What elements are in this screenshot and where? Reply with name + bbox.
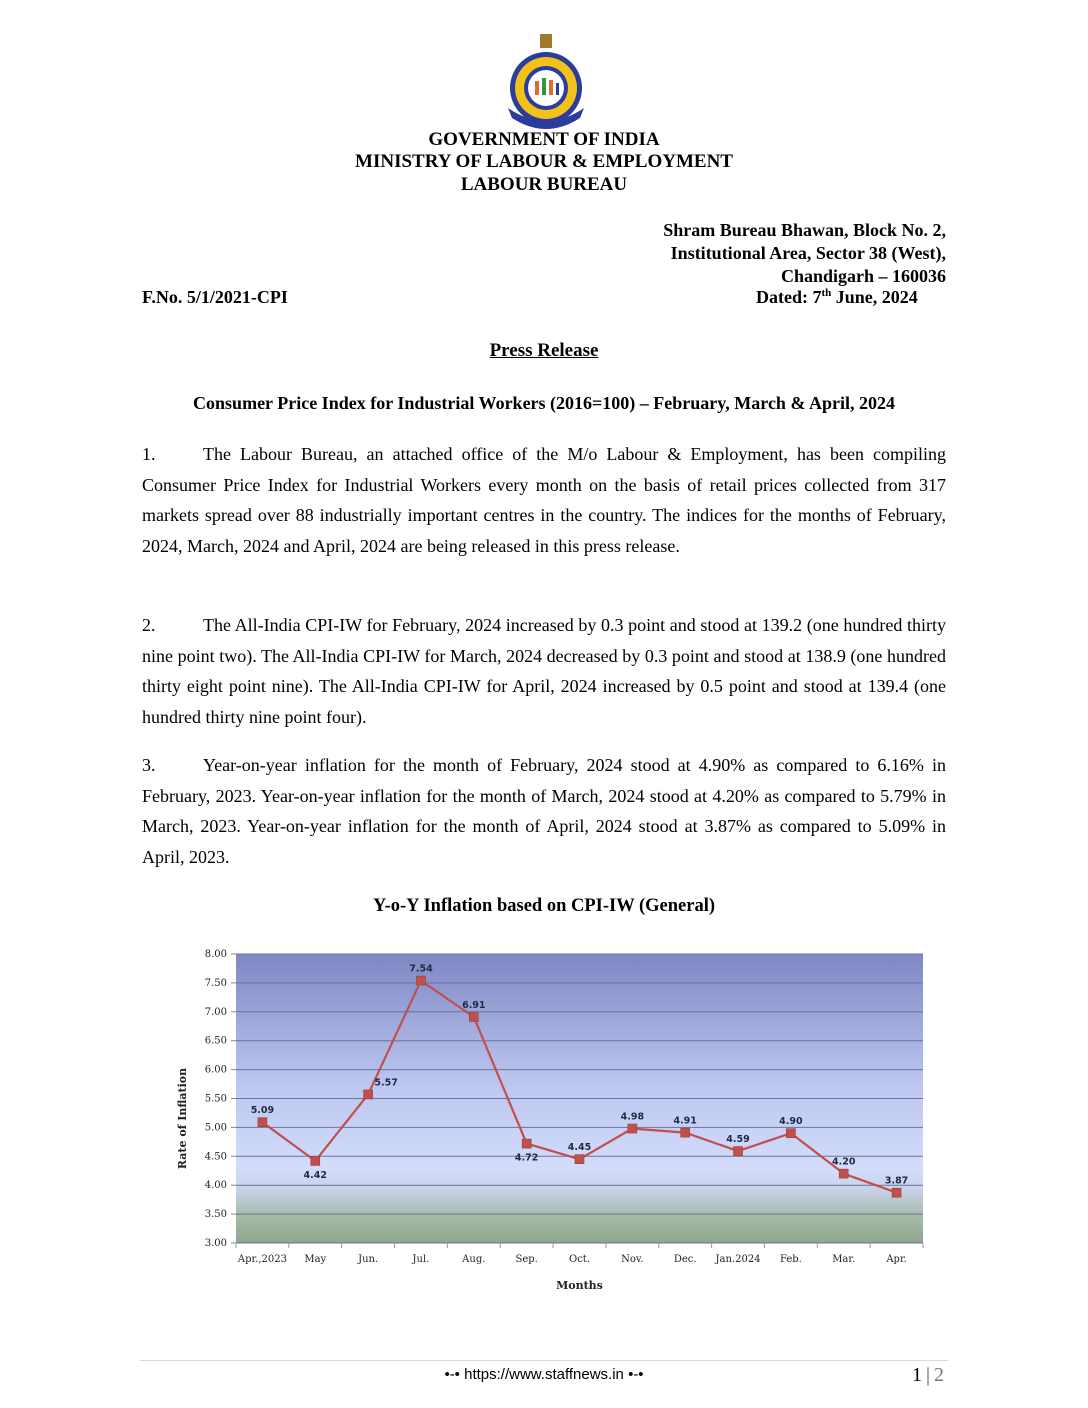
- y-axis-label: Rate of Inflation: [176, 1067, 189, 1170]
- header-government: GOVERNMENT OF INDIA: [428, 129, 660, 150]
- dated-suffix: June, 2024: [831, 287, 918, 307]
- y-tick-label: 7.50: [204, 977, 227, 989]
- x-tick-label: Aug.: [462, 1254, 486, 1265]
- data-label: 5.09: [250, 1105, 275, 1117]
- page-current: 1: [911, 1364, 922, 1386]
- data-label: 4.59: [726, 1134, 750, 1146]
- x-tick-label: Dec.: [673, 1254, 697, 1265]
- data-label: 5.57: [374, 1077, 398, 1089]
- data-label: 4.90: [779, 1116, 803, 1128]
- address-line-2: Institutional Area, Sector 38 (West),: [670, 243, 946, 263]
- header-bureau: LABOUR BUREAU: [460, 174, 628, 195]
- chart-canvas: [160, 940, 940, 1300]
- data-point-marker: [681, 1128, 690, 1137]
- x-tick-label: Apr.: [886, 1254, 907, 1265]
- data-point-marker: [575, 1155, 584, 1164]
- footer-website-link[interactable]: •-• https://www.staffnews.in •-•: [444, 1366, 644, 1383]
- paragraph-text: Year-on-year inflation for the month of February, 2024 stood at 4.90% as compared to 6.16% in February, 2023. Year-on-year inflation for the month of March, 2024 stood at 4.20% as compared to 5.79% in March, 2023. Year-on-year inflation for the month of April, 2024 stood at 3.87% as compared to 5.09% in April, 2023.: [142, 755, 946, 867]
- x-tick-label: Jan.2024: [715, 1254, 761, 1265]
- data-point-marker: [892, 1188, 901, 1197]
- y-tick-label: 3.00: [204, 1238, 227, 1249]
- file-number: F.No. 5/1/2021-CPI: [142, 287, 288, 307]
- y-tick-label: 5.50: [204, 1093, 227, 1105]
- page-number: [912, 1364, 944, 1387]
- y-tick-label: 6.50: [204, 1035, 227, 1047]
- paragraph-text: The Labour Bureau, an attached office of the M/o Labour & Employment, has been compiling Consumer Price Index for Industrial Workers every month on the basis of retail prices collected from 317 markets spread over 88 industrially important centres in the country. The indices for the months of February, 2024, March, 2024 and April, 2024 are being released in this press release.: [142, 444, 946, 556]
- x-tick-label: Nov.: [621, 1254, 644, 1265]
- paragraph-number: 1.: [142, 444, 156, 464]
- data-point-marker: [786, 1129, 795, 1138]
- data-label: 4.45: [567, 1142, 592, 1154]
- x-tick-label: Oct.: [569, 1254, 590, 1265]
- y-tick-label: 5.00: [204, 1122, 227, 1134]
- x-tick-label: May: [304, 1254, 327, 1265]
- y-tick-label: 3.50: [204, 1209, 227, 1221]
- dated-prefix: Dated: 7: [756, 287, 822, 307]
- paragraph-number: 3.: [142, 755, 156, 775]
- y-tick-label: 4.50: [204, 1151, 227, 1163]
- y-tick-label: 4.00: [204, 1180, 227, 1192]
- data-label: 4.91: [673, 1115, 697, 1127]
- data-label: 6.91: [462, 1000, 486, 1012]
- x-tick-label: Jun.: [358, 1254, 379, 1265]
- paragraph-3: [142, 750, 946, 872]
- data-point-marker: [734, 1147, 743, 1156]
- x-axis-label: Months: [556, 1279, 603, 1292]
- x-tick-label: Jul.: [412, 1254, 430, 1265]
- inflation-line-chart: [160, 940, 940, 1300]
- data-point-marker: [628, 1124, 637, 1133]
- data-point-marker: [839, 1169, 848, 1178]
- paragraph-1: [142, 439, 946, 561]
- data-point-marker: [469, 1013, 478, 1022]
- x-tick-label: Feb.: [779, 1254, 802, 1265]
- y-tick-label: 6.00: [204, 1064, 227, 1076]
- data-point-marker: [364, 1090, 373, 1099]
- address-line-1: Shram Bureau Bhawan, Block No. 2,: [663, 220, 946, 240]
- press-release-heading: Press Release: [489, 340, 599, 361]
- chart-title: Y-o-Y Inflation based on CPI-IW (General): [372, 896, 716, 916]
- data-label: 4.42: [303, 1169, 327, 1181]
- footer-divider: [140, 1360, 948, 1361]
- data-label: 4.72: [514, 1152, 539, 1164]
- data-label: 3.87: [884, 1175, 909, 1187]
- emblem-icon: [498, 34, 594, 130]
- dated: [756, 287, 918, 308]
- x-tick-label: Sep.: [515, 1254, 538, 1265]
- address-line-3: Chandigarh – 160036: [780, 266, 946, 286]
- page-total: 2: [934, 1364, 944, 1386]
- paragraph-text: The All-India CPI-IW for February, 2024 increased by 0.3 point and stood at 139.2 (one hundred thirty nine point two). The All-India CPI-IW for March, 2024 decreased by 0.3 point and stood at 138.9 (one hundred thirty eight point nine). The All-India CPI-IW for April, 2024 increased by 0.5 point and stood at 139.4 (one hundred thirty nine point four).: [142, 615, 946, 727]
- y-tick-label: 7.00: [204, 1006, 227, 1018]
- data-point-marker: [258, 1118, 267, 1127]
- paragraph-number: 2.: [142, 615, 156, 635]
- data-label: 4.98: [620, 1111, 645, 1123]
- paragraph-2: [142, 610, 946, 732]
- header-ministry: MINISTRY OF LABOUR & EMPLOYMENT: [355, 151, 733, 172]
- data-point-marker: [416, 976, 425, 985]
- subject-heading: Consumer Price Index for Industrial Workers (2016=100) – February, March & April, 2024: [193, 393, 895, 413]
- dated-sup: th: [821, 287, 832, 299]
- data-point-marker: [522, 1139, 531, 1148]
- data-label: 4.20: [832, 1156, 856, 1168]
- x-tick-label: Mar.: [832, 1254, 856, 1265]
- data-point-marker: [311, 1156, 320, 1165]
- page-separator: |: [925, 1364, 930, 1386]
- y-tick-label: 8.00: [204, 949, 227, 960]
- x-tick-label: Apr.,2023: [237, 1254, 287, 1265]
- data-label: 7.54: [409, 963, 433, 975]
- labour-bureau-logo: [498, 34, 594, 130]
